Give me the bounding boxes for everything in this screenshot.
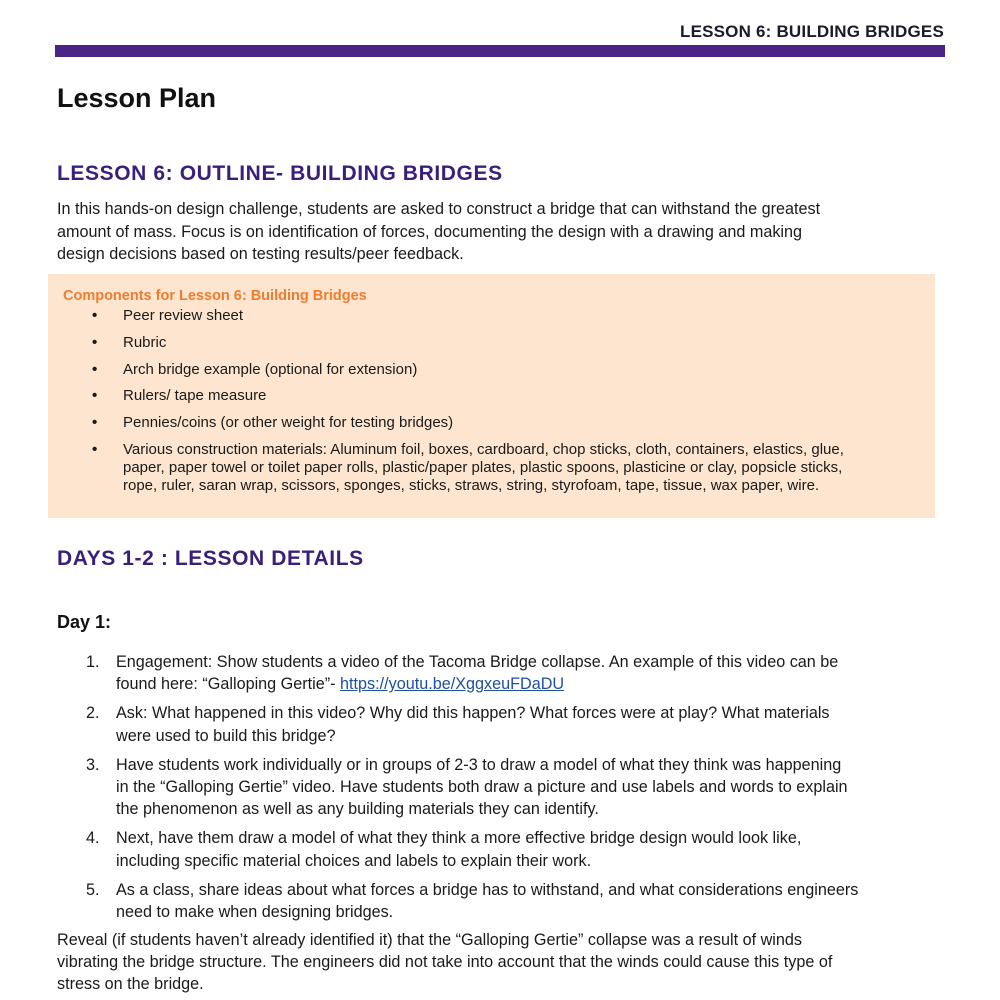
intro-line: amount of mass. Focus is on identification of forces, documenting the design with a drawing and making	[57, 222, 803, 241]
component-item	[48, 414, 928, 432]
step-text: Engagement: Show students a video of the Tacoma Bridge collapse. An example of this video can be	[116, 653, 839, 671]
components-callout-box	[48, 274, 935, 518]
bullet-icon: •	[92, 387, 98, 405]
components-title: Components for Lesson 6: Building Bridges	[63, 288, 367, 304]
day-1-steps-list	[86, 651, 956, 930]
header-divider-bar	[55, 45, 945, 57]
bullet-icon: •	[92, 333, 98, 351]
step-text: need to make when designing bridges.	[116, 903, 394, 922]
step-text: found here: “Galloping Gertie”-	[116, 675, 341, 694]
step-item	[86, 702, 956, 746]
component-item	[48, 307, 928, 325]
video-link[interactable]: https://youtu.be/XggxeuFDaDU	[340, 675, 565, 694]
component-item-text: rope, ruler, saran wrap, scissors, sponges, sticks, straws, string, styrofoam, tape, tissue, wax paper, wire.	[123, 476, 820, 494]
step-item	[86, 879, 956, 923]
component-item-text: paper, paper towel or toilet paper rolls, plastic/paper plates, plastic spoons, plasticine or clay, popsicle sticks,	[123, 458, 843, 476]
step-text: the phenomenon as well as any building materials they can identify.	[116, 800, 599, 819]
running-header-title: LESSON 6: BUILDING BRIDGES	[679, 22, 944, 41]
component-item	[48, 441, 928, 495]
intro-paragraph	[57, 198, 927, 266]
reveal-paragraph	[57, 929, 937, 996]
step-number: 4.	[86, 829, 100, 848]
step-number: 2.	[86, 704, 100, 723]
component-item	[48, 334, 928, 352]
bullet-icon: •	[92, 360, 98, 378]
step-text: Next, have them draw a model of what they think a more effective bridge design would look like,	[116, 829, 802, 848]
component-item-text: Rubric	[123, 333, 167, 351]
step-item	[86, 754, 956, 821]
lesson-details-heading: DAYS 1-2 : LESSON DETAILS	[57, 547, 364, 570]
page-title: Lesson Plan	[57, 83, 217, 113]
reveal-line: vibrating the bridge structure. The engineers did not take into account that the winds could cause this type of	[57, 953, 833, 972]
reveal-line: Reveal (if students haven’t already identified it) that the “Galloping Gertie” collapse was a result of winds	[57, 931, 803, 949]
step-item	[86, 651, 956, 695]
component-item	[48, 361, 928, 379]
reveal-line: stress on the bridge.	[57, 975, 204, 994]
outline-heading: LESSON 6: OUTLINE- BUILDING BRIDGES	[57, 162, 503, 185]
components-list	[48, 307, 928, 504]
component-item-text: Arch bridge example (optional for extension)	[123, 360, 418, 378]
bullet-icon: •	[92, 440, 98, 458]
step-number: 1.	[86, 653, 100, 671]
step-text: were used to build this bridge?	[116, 726, 336, 745]
step-number: 3.	[86, 755, 100, 774]
component-item-text: Various construction materials: Aluminum foil, boxes, cardboard, chop sticks, cloth, containers, elastics, glue,	[123, 440, 844, 458]
step-text: Ask: What happened in this video? Why did this happen? What forces were at play? What materials	[116, 704, 830, 723]
step-text: including specific material choices and labels to explain their work.	[116, 851, 592, 870]
step-text: As a class, share ideas about what forces a bridge has to withstand, and what considerations engineers	[116, 880, 859, 899]
bullet-icon: •	[92, 414, 98, 432]
step-text: in the “Galloping Gertie” video. Have students both draw a picture and use labels and words to explain	[116, 778, 848, 797]
component-item-text: Pennies/coins (or other weight for testing bridges)	[123, 414, 454, 432]
step-number: 5.	[86, 880, 100, 899]
step-text: Have students work individually or in groups of 2-3 to draw a model of what they think was happening	[116, 755, 842, 774]
day-1-label: Day 1:	[57, 612, 112, 632]
component-item	[48, 387, 928, 405]
step-item	[86, 827, 956, 871]
intro-line: In this hands-on design challenge, students are asked to construct a bridge that can withstand the greatest	[57, 200, 821, 218]
component-item-text: Rulers/ tape measure	[123, 387, 267, 405]
component-item-text: Peer review sheet	[123, 307, 244, 324]
bullet-icon: •	[92, 307, 98, 324]
intro-line: design decisions based on testing results/peer feedback.	[57, 245, 464, 263]
